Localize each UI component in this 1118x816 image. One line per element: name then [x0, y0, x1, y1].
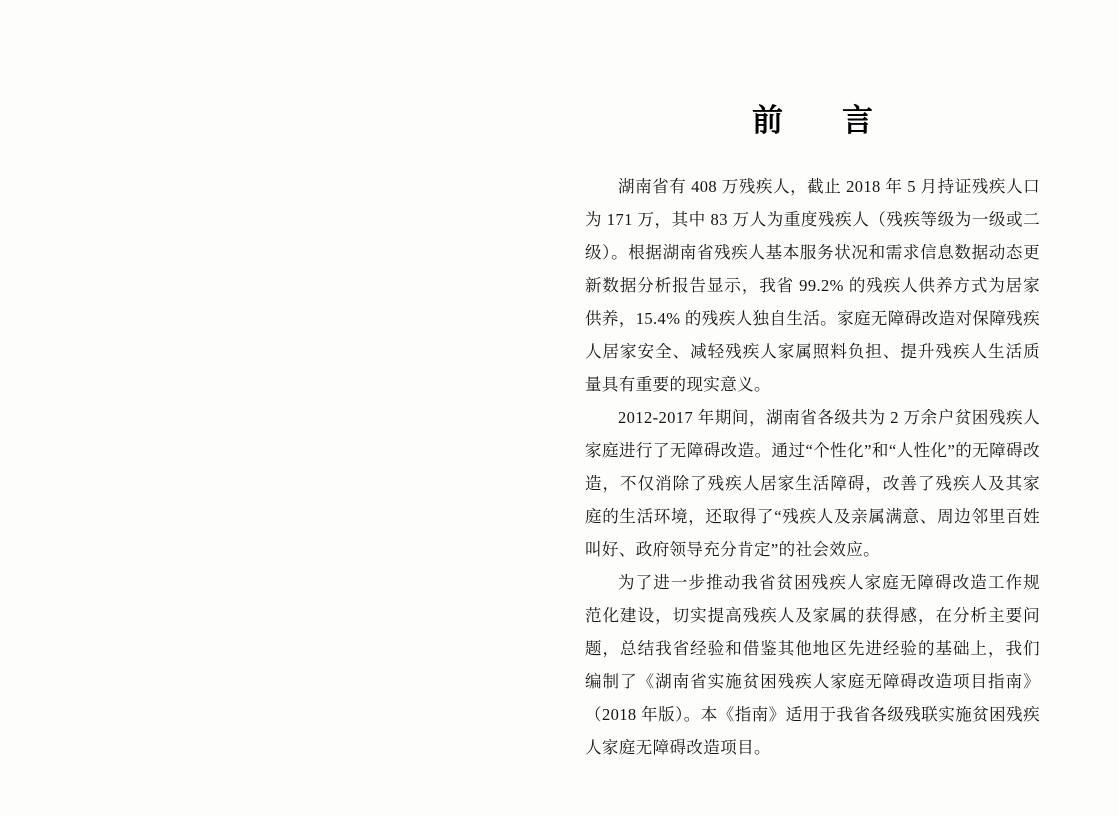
paragraph-2: 2012-2017 年期间，湖南省各级共为 2 万余户贫困残疾人家庭进行了无障碍改造。通过“个性化”和“人性化”的无障碍改造，不仅消除了残疾人居家生活障碍，改善了残疾人及其家庭的生活环境，还取得了“残疾人及亲属满意、周边邻里百姓叫好、政府领导充分肯定”的社会效应。: [585, 408, 1040, 559]
paragraph-3: 为了进一步推动我省贫困残疾人家庭无障碍改造工作规范化建设，切实提高残疾人及家属的获得感，在分析主要问题，总结我省经验和借鉴其他地区先进经验的基础上，我们编制了《湖南省实施贫困残疾人家庭无障碍改造项目指南》（2018 年版）。本《指南》适用于我省各级残联实施贫困残疾人家庭无障碍改造项目。: [585, 573, 1040, 757]
page-title: 前 言: [752, 103, 887, 138]
paragraph-1: 湖南省有 408 万残疾人，截止 2018 年 5 月持证残疾人口为 171 万，其中 83 万人为重度残疾人（残疾等级为一级或二级）。根据湖南省残疾人基本服务状况和需求信息数据动态更新数据分析报告显示，我省 99.2% 的残疾人供养方式为居家供养，15.4% 的残疾人独自生活。家庭无障碍改造对保障残疾人居家安全、减轻残疾人家属照料负担、提升残疾人生活质量具有重要的现实意义。: [585, 177, 1040, 394]
content-column: [585, 95, 1040, 764]
